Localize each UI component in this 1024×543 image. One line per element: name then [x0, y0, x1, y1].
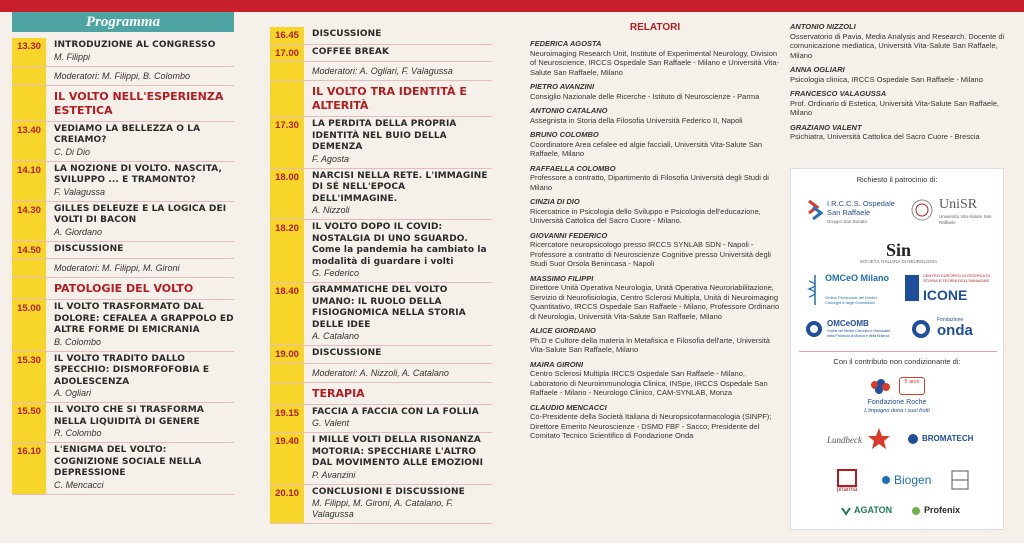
time-spacer [270, 62, 304, 80]
agaton-chevron-icon [841, 506, 851, 516]
speaker-name: ANTONIO NIZZOLI [790, 22, 856, 31]
top-red-bar [0, 0, 1024, 12]
item-title: LA NOZIONE DI VOLTO. NASCITA, SVILUPPO ... E TRAMONTO? [54, 163, 222, 185]
item-title: IL VOLTO TRADITO DALLO SPECCHIO: DISMORFOFOBIA E ADOLESCENZA [54, 353, 210, 387]
programma-item [12, 403, 234, 443]
speaker-name: FEDERICA AGOSTA [530, 39, 602, 48]
programma-item [12, 162, 234, 202]
speaker-entry [530, 326, 780, 355]
speaker-affiliation: Ricercatrice in Psicologia dello Sviluppo e Psicologia dell'educazione, Università Cattolica del Sacro Cuore - Milano. [530, 206, 761, 225]
moderators-row [12, 67, 234, 86]
bromatech-name: BROMATECH [922, 434, 974, 443]
unisr-name: UniSR [939, 197, 978, 212]
item-speaker: A. Giordano [54, 226, 103, 237]
item-speaker: A. Nizzoli [312, 205, 350, 215]
speaker-name: MASSIMO FILIPPI [530, 273, 594, 283]
item-time: 19.40 [270, 433, 304, 484]
star-icon [867, 427, 891, 451]
programma-item [270, 169, 492, 221]
programma-column-1 [12, 12, 234, 495]
item-body [46, 162, 234, 201]
icone-sub: CENTRO EUROPEO DI RICERCA DI STORIA E TEORIA DELL'IMMAGINE [923, 273, 991, 283]
programma-column-2 [270, 27, 492, 524]
speaker-affiliation: Consiglio Nazionale delle Ricerche - Istituto di Neuroscienze - Parma [530, 91, 760, 101]
speaker-affiliation: Centro Sclerosi Multipla IRCCS Ospedale San Raffaele - Milano, Laboratorio di Neuroimmunologia Clinica, INSpe, IRCCS Ospedale San Raffaele - Milano - Neurologo Clinico, CAM-SYNLAB, Monza [530, 369, 768, 397]
irccs-sub: Gruppo San Donato [827, 219, 868, 224]
item-body [304, 117, 492, 168]
bromatech-dot-icon [907, 433, 919, 445]
speaker-affiliation: Osservatorio di Pavia, Media Analysis and Research. Docente di comunicazione mediatica, Università Vita-Salute San Raffaele, Milano [790, 31, 1005, 60]
moderators-text: Moderatori: A. Ogliari, F. Valagussa [312, 66, 453, 76]
item-speaker: G. Valent [312, 418, 350, 428]
programma-item [12, 352, 234, 404]
item-time: 13.30 [12, 38, 46, 66]
sponsors-box [790, 168, 1004, 530]
item-body [304, 169, 492, 220]
speaker-affiliation: Coordinatore Area cefalee ed algie facciali, Università Vita-Salute San Raffaele, Milano [530, 139, 763, 158]
speaker-affiliation: Ricercatore neuropsicologo presso IRCCS SYNLAB SDN - Napoli - Professore a contratto di Neuroscienze Cognitive presso Università degli Studi Suor Orsola Benincasa - Napoli [530, 240, 771, 268]
relatori-list-1 [530, 39, 780, 441]
section-row [270, 383, 492, 405]
section-title: IL VOLTO NELL'ESPERIENZA ESTETICA [54, 89, 224, 117]
speaker-name: PIETRO AVANZINI [530, 82, 595, 91]
item-speaker: F. Agosta [312, 153, 350, 164]
item-title: VEDIAMO LA BELLEZZA O LA CREIAMO? [54, 123, 201, 145]
item-body [304, 45, 492, 62]
item-time: 18.00 [270, 169, 304, 220]
item-time: 18.40 [270, 283, 304, 345]
speaker-entry [530, 403, 780, 441]
agaton-name: AGATON [854, 505, 893, 515]
item-body [304, 346, 492, 363]
speaker-entry [530, 130, 780, 159]
item-body [304, 485, 492, 524]
moderators-text: Moderatori: M. Filippi, B. Colombo [54, 70, 191, 81]
item-speaker: F. Valagussa [54, 186, 106, 197]
unisr-sub: Università Vita-Salute San Raffaele [939, 214, 992, 225]
item-time: 15.00 [12, 300, 46, 351]
speaker-entry [530, 39, 780, 77]
item-title: INTRODUZIONE AL CONGRESSO [54, 40, 216, 50]
speaker-entry [530, 231, 780, 269]
speaker-entry [790, 123, 1010, 142]
section-title: TERAPIA [312, 386, 365, 400]
item-speaker: A. Catalano [312, 331, 360, 341]
pharma-logo [827, 469, 867, 493]
omcemb-name: OMCeOMB [827, 319, 869, 328]
speaker-affiliation: Co-Presidente della Società Italiana di Neuropsicofarmacologia (SINPF); Direttore Emerito Neuroscienze - DSMD FBF - Sacco; Presidente del Comitato Tecnico Scientifico di Fondazione Onda [530, 412, 772, 440]
biogen-mark-icon [881, 475, 891, 485]
item-speaker: G. Federico [312, 268, 360, 278]
item-body [304, 220, 492, 282]
item-title: CONCLUSIONI E DISCUSSIONE [312, 486, 465, 497]
programma-item [270, 220, 492, 283]
item-body [46, 443, 234, 494]
item-time: 16.45 [270, 27, 304, 44]
item-speaker: B. Colombo [54, 336, 102, 347]
speaker-affiliation: Ph.D e Cultore della materia in Metafisica e Filosofia dell'arte, Università Vita-Salute San Raffaele, Milano [530, 335, 770, 354]
item-speaker: M. Filippi, M. Gironi, A. Catalano, F. Valagussa [312, 498, 454, 519]
time-spacer [12, 86, 46, 121]
speaker-affiliation: Direttore Unità Operativa Neurologia, Unità Operativa Neuroriabilitazione, Servizio di Neurofisiologia, Centro Sclerosi Multipla, Unità di Neuroimaging Quantitativo, IRCCS Ospedale San Raffaele - Milano, Professore Ordinario di Neurologia, Università Vita-Salute San Raffaele, Milano [530, 283, 780, 321]
programma-item [270, 45, 492, 63]
speaker-name: ANNA OGLIARI [790, 65, 845, 74]
item-body [304, 27, 492, 44]
pharma-mark-icon [837, 469, 857, 487]
programma-item [12, 202, 234, 242]
speaker-entry [790, 65, 1010, 84]
item-time: 19.15 [270, 405, 304, 433]
item-time: 18.20 [270, 220, 304, 282]
speaker-affiliation: Psichiatra, Università Cattolica del Sacro Cuore - Brescia [790, 132, 980, 141]
item-body [304, 283, 492, 345]
speaker-name: MAIRA GIRONI [530, 359, 584, 369]
item-title: LA PERDITA DELLA PROPRIA IDENTITÀ NEL BUIO DELLA DEMENZA [312, 119, 457, 152]
programma-item [12, 242, 234, 260]
omceo-caduceus-icon [805, 273, 825, 307]
item-title: IL VOLTO CHE SI TRASFORMA NELLA LIQUIDITÀ DI GENERE [54, 405, 204, 427]
moderators-row [270, 364, 492, 383]
programma-item [270, 433, 492, 485]
profenix-leaf-icon [911, 506, 921, 516]
section-title: PATOLOGIE DEL VOLTO [54, 282, 194, 295]
speaker-affiliation: Psicologia clinica, IRCCS Ospedale San Raffaele - Milano [790, 74, 983, 84]
section-row [12, 86, 234, 122]
speaker-entry [530, 82, 780, 101]
item-time: 14.10 [12, 162, 46, 201]
speaker-name: GRAZIANO VALENT [790, 122, 862, 132]
item-body [46, 202, 234, 241]
item-speaker: A. Ogliari [54, 388, 92, 398]
omcemb-shield-icon [805, 319, 823, 339]
relatori-header: RELATORI [629, 22, 681, 33]
icone-name: ICONE [923, 287, 968, 303]
item-body [304, 433, 492, 484]
item-speaker: R. Colombo [54, 428, 102, 438]
programma-item [12, 300, 234, 352]
item-time: 15.50 [12, 403, 46, 442]
item-speaker: P. Avanzini [312, 469, 356, 480]
roche-badge: 5 anni [899, 377, 925, 395]
programma-item [270, 27, 492, 45]
time-spacer [12, 259, 46, 277]
irccs-name: I.R.C.C.S. Ospedale San Raffaele [827, 199, 895, 217]
speaker-name: ALICE GIORDANO [530, 326, 596, 335]
roche-tree-icon [867, 377, 893, 397]
lundbeck-name: Lundbeck [827, 435, 862, 445]
onda-sub: Fondazione [937, 317, 964, 323]
item-title: DISCUSSIONE [54, 243, 124, 254]
item-body [46, 300, 234, 351]
time-spacer [270, 81, 304, 116]
programma-item [12, 38, 234, 67]
programma-item [270, 283, 492, 346]
item-speaker: M. Filippi [54, 51, 91, 62]
time-spacer [12, 278, 46, 299]
moderators-row [270, 62, 492, 81]
speaker-affiliation: Neuroimaging Research Unit, Institute of Experimental Neurology, Division of Neuroscience, IRCCS Ospedale San Raffaele - Milano e Università Vita-Salute San Raffaele, Milano [530, 48, 780, 77]
programma-list-1 [12, 38, 234, 495]
contributo-label: Con il contributo non condizionante di: [833, 357, 961, 366]
onda-circle-icon [911, 319, 931, 339]
item-title: DISCUSSIONE [312, 29, 382, 39]
speaker-affiliation: Professore a contratto, Dipartimento di Filosofia Università degli Studi di Milano [530, 173, 769, 192]
programma-header: Programma [12, 12, 234, 32]
programma-list-2 [270, 27, 492, 524]
moderators-text: Moderatori: M. Filippi, M. Gironi [54, 263, 180, 273]
item-body [46, 38, 234, 66]
item-title: GRAMMATICHE DEL VOLTO UMANO: IL RUOLO DELLA FISIOGNOMICA NELLA STORIA DELLE IDEE [312, 285, 466, 330]
item-time: 14.30 [12, 202, 46, 241]
item-speaker: C. Di Dio [54, 146, 91, 157]
speaker-affiliation: Assegnista in Storia della Filosofia Università Federico II, Napoli [530, 115, 743, 125]
time-spacer [270, 383, 304, 404]
sin-sub: SOCIETÀ ITALIANA DI NEUROLOGIA [859, 259, 938, 264]
crest-icon [947, 469, 973, 493]
programma-item [270, 117, 492, 169]
moderators-row [12, 259, 234, 278]
speaker-name: RAFFAELLA COLOMBO [530, 163, 616, 173]
sin-name: Sin [885, 240, 912, 260]
speaker-entry [530, 360, 780, 398]
speaker-name: CLAUDIO MENCACCI [530, 402, 607, 412]
item-title: GILLES DELEUZE E LA LOGICA DEI VOLTI DI BACON [54, 203, 227, 225]
programma-item [270, 346, 492, 364]
speaker-name: GIOVANNI FEDERICO [530, 230, 608, 240]
biogen-name: Biogen [894, 473, 932, 487]
item-body [46, 352, 234, 403]
sin-logo [851, 241, 946, 264]
speaker-entry [530, 197, 780, 226]
speaker-name: ANTONIO CATALANO [530, 106, 608, 115]
item-time: 14.50 [12, 242, 46, 259]
speaker-name: FRANCESCO VALAGUSSA [790, 89, 887, 98]
item-title: DISCUSSIONE [312, 348, 382, 358]
speaker-entry [530, 106, 780, 125]
pharma-name: pharma [836, 487, 858, 493]
item-title: NARCISI NELLA RETE. L'IMMAGINE DI SÉ NELL'EPOCA DELL'IMMAGINE. [312, 170, 488, 204]
item-title: COFFEE BREAK [312, 46, 390, 57]
roche-name: Fondazione Roche [867, 399, 927, 406]
programma-item [12, 443, 234, 495]
section-row [12, 278, 234, 300]
item-time: 17.30 [270, 117, 304, 168]
item-body [46, 122, 234, 161]
item-body [46, 403, 234, 442]
speaker-affiliation: Prof. Ordinario di Estetica, Università Vita-Salute San Raffaele, Milano [790, 98, 999, 117]
onda-name: onda [937, 322, 973, 339]
programma-item [270, 485, 492, 525]
speaker-name: CINZIA DI DIO [530, 197, 580, 206]
section-row [270, 81, 492, 117]
irccs-mark-icon [807, 197, 823, 223]
item-time: 16.10 [12, 443, 46, 494]
speaker-entry [530, 164, 780, 193]
item-time: 15.30 [12, 352, 46, 403]
programma-item [12, 122, 234, 162]
item-body [46, 242, 234, 259]
item-title: I MILLE VOLTI DELLA RISONANZA MOTORIA: SPECCHIARE L'ALTRO DAL MOVIMENTO ALLE EMOZIONI [312, 435, 484, 468]
relatori-column-1 [530, 22, 780, 446]
omceo-sub: Ordine Provinciale dei Medici Chirurghi e degli Odontoiatri [825, 295, 877, 305]
item-time: 17.00 [270, 45, 304, 62]
item-time: 19.00 [270, 346, 304, 363]
unisr-seal-icon [911, 199, 933, 221]
time-spacer [12, 67, 46, 85]
programma-item [270, 405, 492, 434]
item-title: FACCIA A FACCIA CON LA FOLLIA [312, 406, 479, 417]
item-title: IL VOLTO TRASFORMATO DAL DOLORE: CEFALEA A GRAPPOLO ED ALTRE FORME DI EMICRANIA [54, 302, 234, 335]
time-spacer [270, 364, 304, 382]
speaker-entry [790, 89, 1010, 118]
item-speaker: C. Mencacci [54, 479, 104, 490]
moderators-text: Moderatori: A. Nizzoli, A. Catalano [312, 367, 449, 378]
speaker-name: BRUNO COLOMBO [530, 130, 599, 139]
relatori-column-2 [790, 22, 1010, 147]
omceo-name: OMCeO Milano [825, 273, 890, 283]
section-title: IL VOLTO TRA IDENTITÀ E ALTERITÀ [312, 85, 467, 112]
speaker-entry [530, 274, 780, 322]
omcemb-sub: Ordine dei Medici Chirurghi e Odontoiatri della Provincia di Monza e della Brianza [827, 329, 891, 338]
profenix-name: Profenix [924, 505, 961, 515]
roche-sub: L'impegno dona i suoi frutti [864, 408, 930, 414]
sponsors-divider [799, 351, 997, 352]
speaker-entry [790, 22, 1010, 60]
item-time: 13.40 [12, 122, 46, 161]
patrocinio-label: Richiesto il patrocinio di: [856, 175, 938, 184]
relatori-list-2 [790, 22, 1010, 142]
icone-mark-icon [905, 275, 919, 301]
item-body [304, 405, 492, 433]
item-title: L'ENIGMA DEL VOLTO: COGNIZIONE SOCIALE NELLA DEPRESSIONE [54, 445, 202, 478]
item-title: IL VOLTO DOPO IL COVID: NOSTALGIA DI UNO SGUARDO. Come la pandemia ha cambiato la modalità di guardare i volti [312, 222, 487, 267]
item-time: 20.10 [270, 485, 304, 524]
